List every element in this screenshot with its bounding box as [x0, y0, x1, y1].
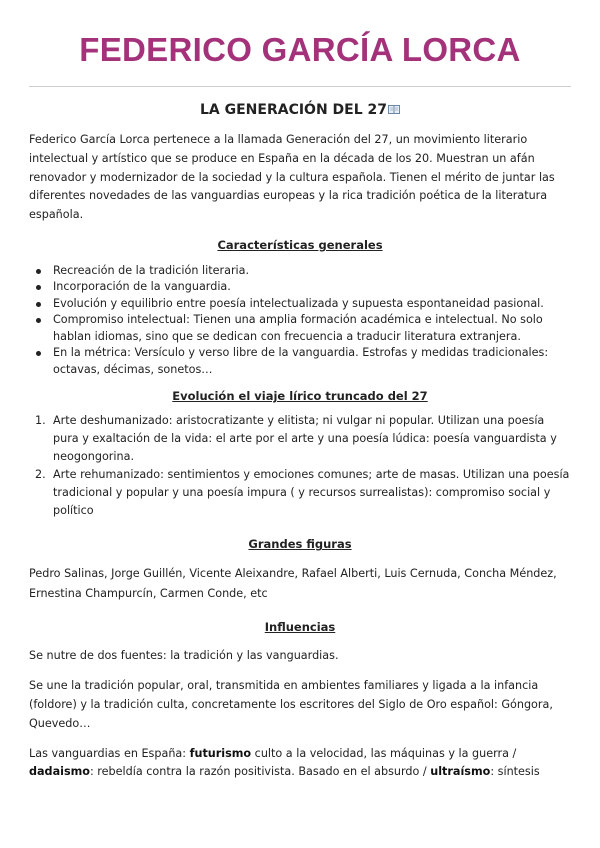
influencias-paragraph-3	[29, 745, 571, 783]
list-item: En la métrica: Versículo y verso libre de la vanguardia. Estrofas y medidas tradicionales: octavas, décimas, sonetos…	[29, 345, 571, 378]
text-run: Las vanguardias en España:	[29, 746, 190, 760]
section-heading-text: LA GENERACIÓN DEL 27	[199, 102, 388, 118]
section-heading	[29, 101, 571, 119]
bold-term-ultraismo: ultraísmo	[430, 765, 491, 779]
open-book-icon	[388, 101, 400, 110]
document-body	[29, 131, 571, 782]
bold-term-dadaismo: dadaismo	[29, 765, 90, 779]
list-item: Recreación de la tradición literaria.	[29, 263, 571, 280]
title-divider	[29, 86, 571, 87]
influencias-paragraph-2: Se une la tradición popular, oral, transmitida en ambientes familiares y ligada a la infancia (foldore) y la tradición culta, concretamente los escritores del Siglo de Oro español: Góngora, Quevedo…	[29, 679, 553, 730]
text-run: : síntesis	[490, 765, 540, 779]
text-run: culto a la velocidad, las máquinas y la guerra /	[251, 746, 517, 760]
list-text: Arte rehumanizado: sentimientos y emociones comunes; arte de masas. Utilizan una poesía tradicional y popular y una poesía impura ( y recursos surrealistas): compromiso social y político	[53, 468, 570, 518]
grandes-figuras-paragraph: Pedro Salinas, Jorge Guillén, Vicente Aleixandre, Rafael Alberti, Luis Cernuda, Concha Méndez, Ernestina Champurcín, Carmen Conde, etc	[29, 567, 557, 601]
caracteristicas-heading: Características generales	[217, 237, 383, 252]
evolucion-list	[29, 412, 571, 520]
bold-term-futurismo: futurismo	[189, 746, 252, 760]
influencias-paragraph-1: Se nutre de dos fuentes: la tradición y las vanguardias.	[29, 649, 339, 663]
list-item: Compromiso intelectual: Tienen una amplia formación académica e intelectual. No solo hablan idiomas, sino que se dedican con frecuencia a traducir literatura extranjera.	[29, 312, 571, 345]
list-number: 1.	[35, 414, 46, 428]
list-number: 2.	[35, 468, 46, 482]
list-item: Incorporación de la vanguardia.	[29, 279, 571, 296]
caracteristicas-list	[29, 263, 571, 379]
influencias-heading: Influencias	[264, 620, 336, 635]
intro-paragraph: Federico García Lorca pertenece a la llamada Generación del 27, un movimiento literario intelectual y artístico que se produce en España en la década de los 20. Muestran un afán renovador y modernizador de la sociedad y la cultura española. Tienen el mérito de juntar las diferentes novedades de las vanguardias europeas y la rica tradición poética de la literatura española.	[29, 133, 555, 222]
grandes-figuras-heading: Grandes figuras	[248, 537, 352, 552]
document-title: FEDERICO GARCÍA LORCA	[79, 31, 521, 68]
list-text: Arte deshumanizado: aristocratizante y elitista; ni vulgar ni popular. Utilizan una poesía pura y exaltación de la vida: el arte por el arte y una poesía lúdica: poesía vanguardista y neogongorina.	[53, 414, 557, 464]
list-item	[29, 466, 571, 520]
text-run: : rebeldía contra la razón positivista. Basado en el absurdo /	[89, 765, 431, 779]
evolucion-heading: Evolución el viaje lírico truncado del 27	[172, 389, 428, 404]
list-item: Evolución y equilibrio entre poesía intelectualizada y supuesta espontaneidad pasional.	[29, 296, 571, 313]
list-item	[29, 412, 571, 466]
